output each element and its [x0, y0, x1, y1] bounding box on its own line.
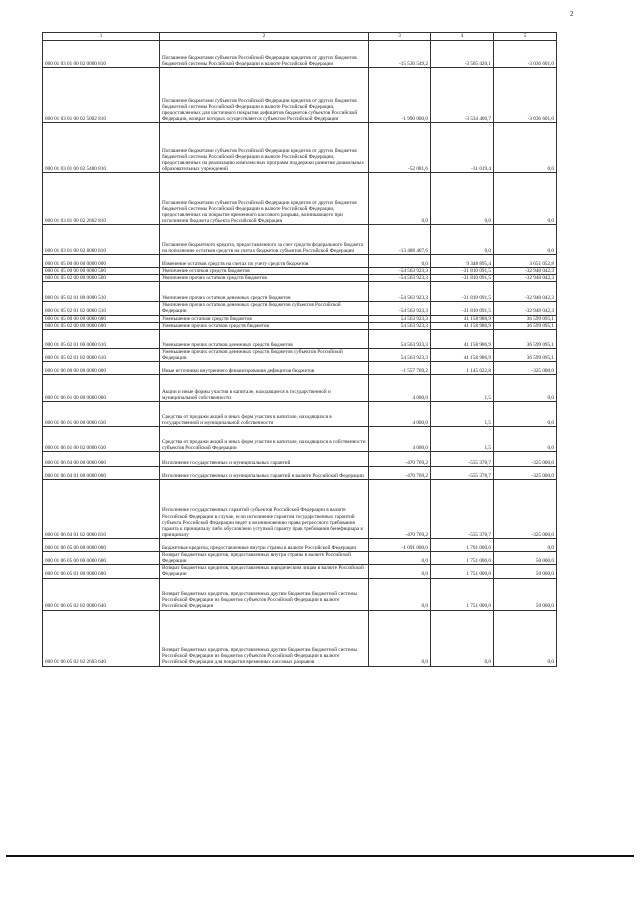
table-row — [43, 452, 557, 467]
table-row — [43, 282, 557, 302]
row-name-cell: Акции и иные формы участия в капитале, находящиеся в государственной и муниципальной собственности — [160, 375, 369, 402]
row-value-col5: 0,0 — [494, 225, 557, 255]
table-row — [43, 329, 557, 348]
table-row — [43, 375, 557, 402]
row-value-col4: 1 751 000,0 — [431, 565, 494, 578]
row-code-cell: 000 01 06 04 00 00 0000 000 — [43, 452, 160, 467]
row-value-col5: 0,0 — [494, 123, 557, 173]
row-code-cell: 000 01 05 02 01 00 0000 610 — [43, 329, 160, 348]
bottom-rule — [6, 855, 634, 857]
row-value-col4: 41 158 986,9 — [431, 329, 494, 348]
row-value-col3: 54 563 923,3 — [369, 329, 431, 348]
row-name-cell: Исполнение государственных гарантий субъектов Российской Федерации в валюте Российской Федерации в случае, если исполнение гарантом государственных гарантий субъекта Российской Федерации ведет к возникновению права регрессного требования гаранта к принципалу либо обусловлено уступкой гаранту прав требования бенефициара к принципалу — [160, 480, 369, 539]
row-value-col4: -555 378,7 — [431, 480, 494, 539]
row-name-cell: Иные источники внутреннего финансирования дефицитов бюджетов — [160, 362, 369, 375]
row-code-cell: 000 01 06 05 02 02 0000 640 — [43, 578, 160, 610]
row-name-cell: Погашение бюджетами субъектов Российской Федерации кредитов от других бюджетов бюджетной системы Российской Федерации в валюте Российской Федерации, предоставленных на покрытие временного кассового разрыва, возникающего при исполнении бюджета субъекта Российской Федерации — [160, 173, 369, 225]
header-cell: 1 — [43, 33, 160, 41]
row-code-cell: 000 01 06 05 00 00 0000 600 — [43, 552, 160, 565]
row-name-cell: Погашение бюджетного кредита, предоставленного за счет средств федерального бюджета на пополнение остатков средств на счетах бюджетов субъектов Российской Федерации — [160, 225, 369, 255]
row-name-cell: Увеличение прочих остатков денежных средств бюджетов — [160, 282, 369, 302]
row-value-col4: 1 751 000,0 — [431, 578, 494, 610]
table-row — [43, 315, 557, 322]
row-value-col4: -3 534 400,7 — [431, 68, 494, 123]
row-value-col3: -470 769,2 — [369, 480, 431, 539]
row-value-col4: 1,5 — [431, 402, 494, 427]
row-value-col5: 0,0 — [494, 402, 557, 427]
row-value-col3: 0,0 — [369, 578, 431, 610]
budget-sources-table — [42, 32, 557, 667]
row-value-col5: 0,0 — [494, 539, 557, 552]
row-value-col5: -3 036 601,0 — [494, 68, 557, 123]
row-code-cell: 000 01 05 00 00 00 0000 000 — [43, 255, 160, 268]
row-value-col5: 0,0 — [494, 173, 557, 225]
row-value-col4: 0,0 — [431, 610, 494, 666]
table-row — [43, 348, 557, 361]
row-name-cell: Возврат бюджетных кредитов, предоставленных внутри страны в валюте Российской Федерации — [160, 552, 369, 565]
table-row — [43, 362, 557, 375]
row-code-cell: 000 01 06 01 00 00 0000 000 — [43, 375, 160, 402]
table-row — [43, 565, 557, 578]
row-code-cell: 000 01 06 04 01 00 0000 000 — [43, 467, 160, 480]
row-name-cell: Увеличение остатков средств бюджетов — [160, 268, 369, 275]
row-code-cell: 000 01 05 02 01 00 0000 510 — [43, 282, 160, 302]
row-value-col5: -325 000,0 — [494, 452, 557, 467]
row-value-col5: 36 599 095,1 — [494, 322, 557, 329]
row-value-col4: 1,5 — [431, 375, 494, 402]
table-row — [43, 322, 557, 329]
row-name-cell: Возврат бюджетных кредитов, предоставленных другим бюджетам бюджетной системы Российской Федерации из бюджетов субъектов Российской Федерации в валюте Российской Федерации для покрытия временных кассовых разрывов — [160, 610, 369, 666]
row-value-col3: -470 769,2 — [369, 467, 431, 480]
row-value-col5: 0,0 — [494, 427, 557, 452]
row-value-col3: -54 563 923,3 — [369, 302, 431, 315]
row-code-cell: 000 01 03 01 00 02 5400 810 — [43, 123, 160, 173]
row-value-col5: 50 000,0 — [494, 578, 557, 610]
row-value-col3: -54 563 923,3 — [369, 275, 431, 282]
row-name-cell: Уменьшение прочих остатков денежных средств бюджетов — [160, 329, 369, 348]
row-value-col3: -54 563 923,3 — [369, 268, 431, 275]
row-value-col5: -325 000,0 — [494, 480, 557, 539]
row-value-col3: 0,0 — [369, 565, 431, 578]
row-value-col4: -31 810 091,5 — [431, 282, 494, 302]
row-value-col3: 4 000,0 — [369, 375, 431, 402]
row-value-col5: -32 948 042,3 — [494, 275, 557, 282]
row-name-cell: Возврат бюджетных кредитов, предоставленных другим бюджетам бюджетной системы Российской Федерации из бюджетов субъектов Российской Федерации в валюте Российской Федерации — [160, 578, 369, 610]
header-cell: 2 — [160, 33, 369, 41]
table-row — [43, 275, 557, 282]
table-row — [43, 402, 557, 427]
row-value-col3: 0,0 — [369, 255, 431, 268]
row-code-cell: 000 01 05 02 00 00 0000 600 — [43, 322, 160, 329]
row-value-col3: -13 488 467,6 — [369, 225, 431, 255]
row-value-col4: -31 810 091,5 — [431, 268, 494, 275]
row-value-col4: 41 158 986,9 — [431, 322, 494, 329]
table-row — [43, 578, 557, 610]
row-name-cell: Уменьшение прочих остатков средств бюджетов — [160, 322, 369, 329]
row-value-col5: 0,0 — [494, 610, 557, 666]
header-cell: 5 — [494, 33, 557, 41]
row-value-col3: -1 091 000,0 — [369, 539, 431, 552]
row-value-col4: -31 019,4 — [431, 123, 494, 173]
row-code-cell: 000 01 03 01 00 02 5002 810 — [43, 68, 160, 123]
table-header-row — [43, 33, 557, 41]
row-value-col4: 1 701 000,0 — [431, 539, 494, 552]
table-row — [43, 302, 557, 315]
table-row — [43, 123, 557, 173]
row-value-col4: 9 348 895,4 — [431, 255, 494, 268]
table-row — [43, 480, 557, 539]
row-value-col3: 4 000,0 — [369, 402, 431, 427]
row-value-col3: 0,0 — [369, 552, 431, 565]
row-value-col3: 4 000,0 — [369, 427, 431, 452]
row-value-col4: 41 158 986,9 — [431, 315, 494, 322]
row-value-col3: -1 557 769,2 — [369, 362, 431, 375]
row-code-cell: 000 01 05 02 01 02 0000 510 — [43, 302, 160, 315]
row-value-col5: -32 948 042,3 — [494, 268, 557, 275]
row-code-cell: 000 01 05 00 00 00 0000 600 — [43, 315, 160, 322]
row-name-cell: Уменьшение прочих остатков денежных средств бюджетов субъектов Российской Федерации — [160, 348, 369, 361]
row-value-col5: 36 599 095,1 — [494, 348, 557, 361]
row-code-cell: 000 01 05 02 01 02 0000 610 — [43, 348, 160, 361]
row-code-cell: 000 01 06 05 00 00 0000 000 — [43, 539, 160, 552]
table-row — [43, 173, 557, 225]
table-row — [43, 539, 557, 552]
row-value-col4: -31 810 091,5 — [431, 275, 494, 282]
page-number: 2 — [570, 10, 574, 18]
row-name-cell: Исполнение государственных и муниципальных гарантий — [160, 452, 369, 467]
row-value-col4: -555 378,7 — [431, 452, 494, 467]
row-name-cell: Погашение бюджетами субъектов Российской Федерации кредитов от других бюджетов бюджетной системы Российской Федерации в валюте Российской Федерации, предоставленных на реализацию комплексных программ поддержки развития дошкольных образовательных учреждений — [160, 123, 369, 173]
table-row — [43, 255, 557, 268]
row-code-cell: 000 01 06 05 02 02 2603 640 — [43, 610, 160, 666]
row-value-col5: 36 599 095,1 — [494, 315, 557, 322]
row-code-cell: 000 01 06 04 01 02 0000 810 — [43, 480, 160, 539]
row-code-cell: 000 01 03 01 00 02 8000 810 — [43, 225, 160, 255]
row-name-cell: Уменьшение остатков средств бюджетов — [160, 315, 369, 322]
row-value-col5: 50 000,0 — [494, 552, 557, 565]
row-value-col5: 50 000,0 — [494, 565, 557, 578]
row-value-col3: 0,0 — [369, 173, 431, 225]
row-value-col3: -15 530 549,2 — [369, 41, 431, 68]
row-code-cell: 000 01 03 01 00 02 0000 810 — [43, 41, 160, 68]
row-value-col5: 3 651 052,8 — [494, 255, 557, 268]
row-code-cell: 000 01 05 02 00 00 0000 500 — [43, 275, 160, 282]
table-row — [43, 268, 557, 275]
row-value-col3: 54 563 923,3 — [369, 322, 431, 329]
row-value-col5: -325 000,0 — [494, 467, 557, 480]
row-value-col4: -555 378,7 — [431, 467, 494, 480]
row-value-col3: -54 563 923,3 — [369, 282, 431, 302]
table-row — [43, 427, 557, 452]
row-name-cell: Изменение остатков средств на счетах по учету средств бюджетов — [160, 255, 369, 268]
row-name-cell: Исполнение государственных и муниципальных гарантий в валюте Российской Федерации — [160, 467, 369, 480]
header-cell: 4 — [431, 33, 494, 41]
row-value-col5: -325 000,0 — [494, 362, 557, 375]
row-value-col3: -52 081,6 — [369, 123, 431, 173]
row-name-cell: Возврат бюджетных кредитов, предоставленных юридическим лицам в валюте Российской Федерации — [160, 565, 369, 578]
row-value-col3: 54 563 923,3 — [369, 348, 431, 361]
row-value-col5: -32 948 042,3 — [494, 282, 557, 302]
row-name-cell: Средства от продажи акций и иных форм участия в капитале, находящихся в собственности субъектов Российской Федерации — [160, 427, 369, 452]
row-value-col5: -32 948 042,3 — [494, 302, 557, 315]
row-value-col5: -3 036 601,0 — [494, 41, 557, 68]
row-value-col4: -3 565 420,1 — [431, 41, 494, 68]
row-code-cell: 000 01 05 00 00 00 0000 500 — [43, 268, 160, 275]
row-value-col3: 54 563 923,3 — [369, 315, 431, 322]
row-value-col3: -470 769,2 — [369, 452, 431, 467]
row-value-col4: 1,5 — [431, 427, 494, 452]
header-cell: 3 — [369, 33, 431, 41]
row-value-col5: 0,0 — [494, 375, 557, 402]
row-name-cell: Средства от продажи акций и иных форм участия в капитале, находящихся в государственной и муниципальной собственности — [160, 402, 369, 427]
row-value-col3: 0,0 — [369, 610, 431, 666]
row-value-col5: 36 599 095,1 — [494, 329, 557, 348]
row-value-col3: -1 990 000,0 — [369, 68, 431, 123]
row-value-col4: 1 751 000,0 — [431, 552, 494, 565]
row-name-cell: Погашение бюджетами субъектов Российской Федерации кредитов от других бюджетов бюджетной системы Российской Федерации в валюте Российской Федерации — [160, 41, 369, 68]
row-name-cell: Увеличение прочих остатков денежных средств бюджетов субъектов Российской Федерации — [160, 302, 369, 315]
table-row — [43, 41, 557, 68]
row-value-col4: -31 810 091,5 — [431, 302, 494, 315]
table-row — [43, 68, 557, 123]
table-row — [43, 225, 557, 255]
row-name-cell: Бюджетные кредиты, предоставленные внутри страны в валюте Российской Федерации — [160, 539, 369, 552]
row-value-col4: 1 145 622,8 — [431, 362, 494, 375]
table-row — [43, 467, 557, 480]
row-value-col4: 41 158 986,9 — [431, 348, 494, 361]
row-value-col4: 0,0 — [431, 173, 494, 225]
row-code-cell: 000 01 06 01 00 00 0000 630 — [43, 402, 160, 427]
row-name-cell: Погашение бюджетами субъектов Российской Федерации кредитов от других бюджетов бюджетной системы Российской Федерации в валюте Российской Федерации, предоставленных для частичного покрытия дефицитов бюджетов субъектов Российской Федерации, возврат которых осуществляется субъектом Российской Федерации — [160, 68, 369, 123]
table-row — [43, 552, 557, 565]
row-code-cell: 000 01 06 01 00 02 0000 630 — [43, 427, 160, 452]
row-code-cell: 000 01 06 00 00 00 0000 000 — [43, 362, 160, 375]
row-code-cell: 000 01 03 01 00 02 2602 810 — [43, 173, 160, 225]
row-name-cell: Увеличение прочих остатков средств бюджетов — [160, 275, 369, 282]
row-code-cell: 000 01 06 05 01 00 0000 600 — [43, 565, 160, 578]
row-value-col4: 0,0 — [431, 225, 494, 255]
table-row — [43, 610, 557, 666]
